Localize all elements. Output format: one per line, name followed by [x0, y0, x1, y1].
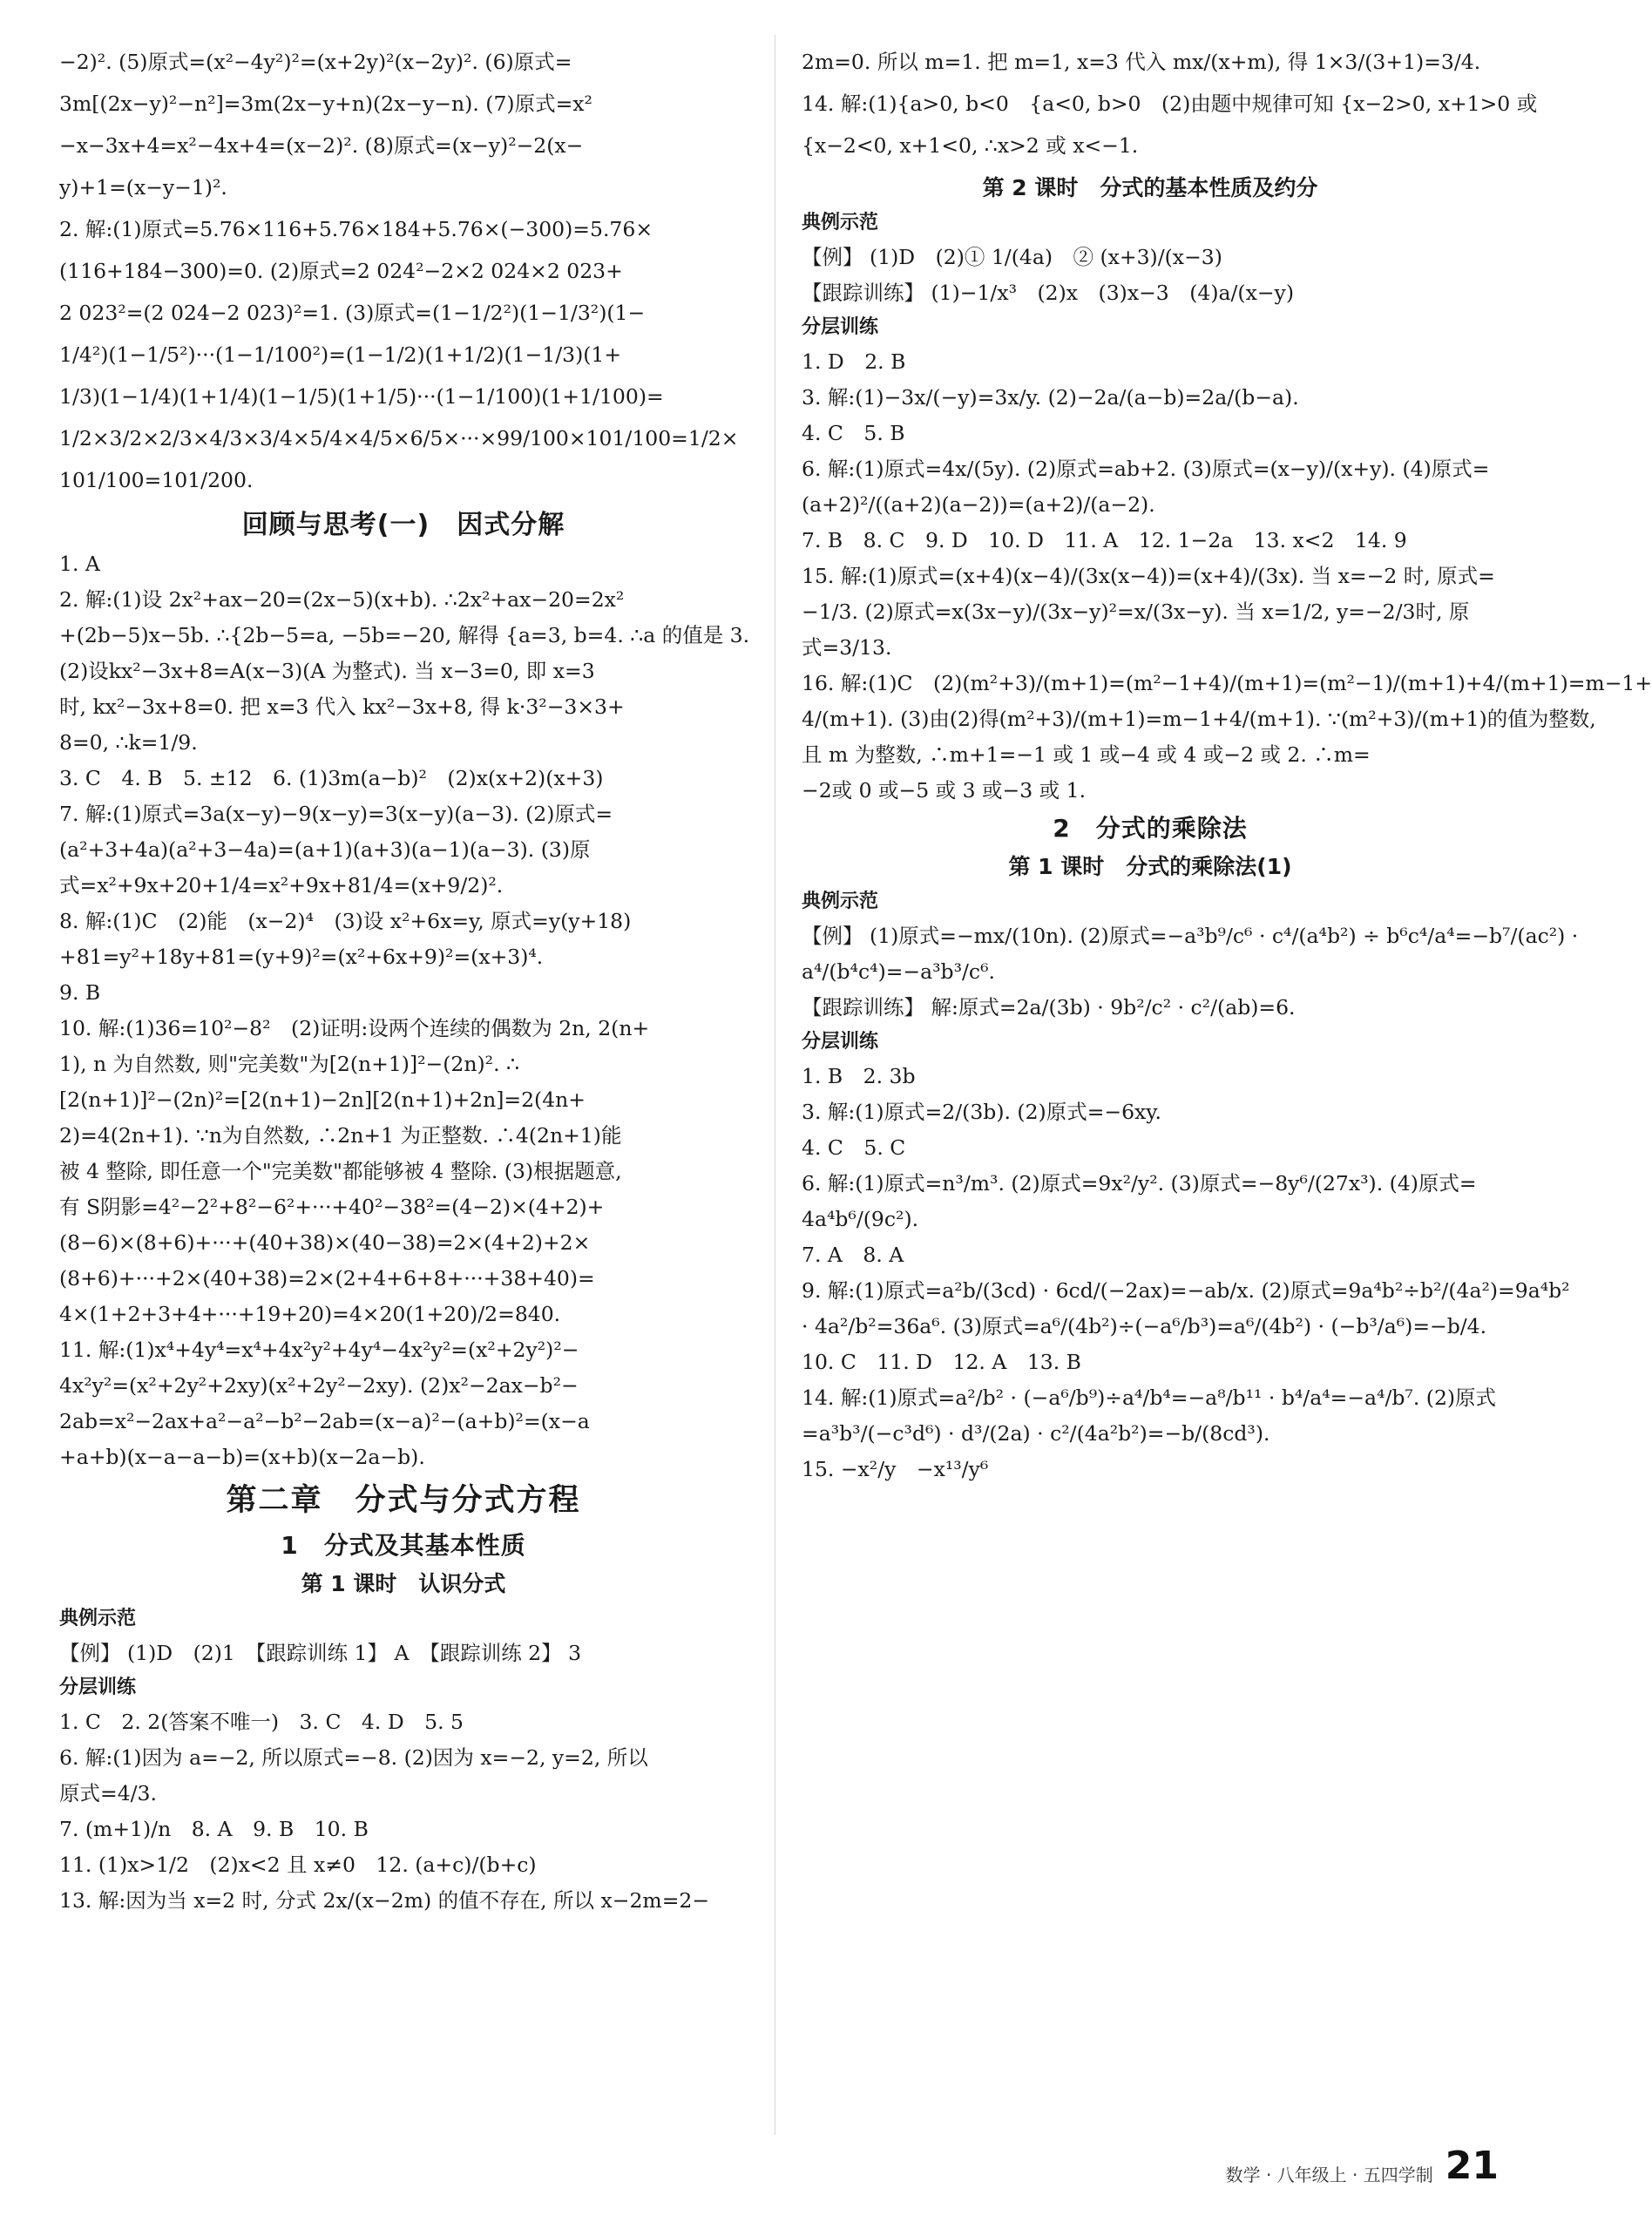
answer-line: 9. B: [59, 980, 101, 1005]
answer-line: 8. 解:(1)C (2)能 (x−2)⁴ (3)设 x²+6x=y, 原式=y(y+18): [59, 909, 632, 933]
answer-line: 3. 解:(1)原式=2/(3b). (2)原式=−6xy.: [802, 1100, 1161, 1124]
answer-line: 2. 解:(1)原式=5.76×116+5.76×184+5.76×(−300)=5.76×: [59, 217, 653, 241]
answer-line: 1. D 2. B: [802, 349, 906, 374]
answer-line: 7. 解:(1)原式=3a(x−y)−9(x−y)=3(x−y)(a−3). (2)原式=: [59, 802, 613, 826]
answer-line: (a+2)²/((a+2)(a−2))=(a+2)/(a−2).: [802, 492, 1155, 517]
practice-label: 分层训练: [802, 1031, 879, 1053]
example-label: 典例示范: [59, 1608, 137, 1629]
answer-line: 7. (m+1)/n 8. A 9. B 10. B: [59, 1817, 369, 1841]
answer-line: (a²+3+4a)(a²+3−4a)=(a+1)(a+3)(a−1)(a−3). (3)原: [59, 837, 591, 862]
review-title: 回顾与思考(一) 因式分解: [241, 510, 565, 540]
answer-line: 6. 解:(1)原式=n³/m³. (2)原式=9x²/y². (3)原式=−8y⁶/(27x³). (4)原式=: [802, 1171, 1477, 1196]
practice-label: 分层训练: [802, 316, 879, 338]
answer-line: 13. 解:因为当 x=2 时, 分式 2x/(x−2m) 的值不存在, 所以 x−2m=2−: [59, 1888, 710, 1913]
page-number: 21: [1445, 2144, 1499, 2188]
answer-line: 11. 解:(1)x⁴+4y⁴=x⁴+4x²y²+4y⁴−4x²y²=(x²+2y²)²−: [59, 1338, 579, 1362]
answer-line: 6. 解:(1)因为 a=−2, 所以原式=−8. (2)因为 x=−2, y=2, 所以: [59, 1745, 648, 1770]
answer-line: 7. A 8. A: [802, 1243, 904, 1267]
answer-line: 4×(1+2+3+4+···+19+20)=4×20(1+20)/2=840.: [59, 1302, 561, 1326]
answer-line: 15. −x²/y −x¹³/y⁶: [802, 1457, 989, 1481]
answer-line: +(2b−5)x−5b. ∴{2b−5=a, −5b=−20, 解得 {a=3, b=4. ∴a 的值是 3.: [59, 623, 750, 647]
answer-line: 4x²y²=(x²+2y²+2xy)(x²+2y²−2xy). (2)x²−2ax−b²−: [59, 1373, 579, 1398]
answer-line: −2)². (5)原式=(x²−4y²)²=(x+2y)²(x−2y)². (6)原式=: [59, 50, 572, 74]
answer-line: 7. B 8. C 9. D 10. D 11. A 12. 1−2a 13. x<2 14. 9: [802, 528, 1407, 552]
answer-line: 式=x²+9x+20+1/4=x²+9x+81/4=(x+9/2)².: [59, 873, 504, 898]
lesson-title: 第 1 课时 认识分式: [301, 1571, 506, 1596]
answer-line: (116+184−300)=0. (2)原式=2 024²−2×2 024×2 023+: [59, 259, 623, 283]
answer-line: 3m[(2x−y)²−n²]=3m(2x−y+n)(2x−y−n). (7)原式=x²: [59, 91, 592, 116]
page-footer: [1226, 2145, 1499, 2187]
answer-line: 1/4²)(1−1/5²)···(1−1/100²)=(1−1/2)(1+1/2)(1−1/3)(1+: [59, 342, 622, 367]
chapter-title: 第二章 分式与分式方程: [226, 1483, 581, 1518]
answer-line: 2 023²=(2 024−2 023)²=1. (3)原式=(1−1/2²)(1−1/3²)(1−: [59, 301, 646, 325]
answer-line: 1), n 为自然数, 则"完美数"为[2(n+1)]²−(2n)². ∴: [59, 1052, 519, 1076]
answer-line: 10. C 11. D 12. A 13. B: [802, 1350, 1081, 1374]
answer-line: 14. 解:(1)原式=a²/b² · (−a⁶/b⁹)÷a⁴/b⁴=−a⁸/b¹¹ · b⁴/a⁴=−a⁴/b⁷. (2)原式: [802, 1385, 1497, 1410]
answer-line: 3. C 4. B 5. ±12 6. (1)3m(a−b)² (2)x(x+2)(x+3): [59, 766, 604, 790]
answer-line: 2)=4(2n+1). ∵n为自然数, ∴2n+1 为正整数. ∴4(2n+1)能: [59, 1123, 622, 1148]
answer-line: 4a⁴b⁶/(9c²).: [802, 1207, 919, 1231]
answer-line: a⁴/(b⁴c⁴)=−a³b³/c⁶.: [802, 959, 995, 984]
left-column: [59, 48, 748, 1922]
answer-line: +a+b)(x−a−a−b)=(x+b)(x−2a−b).: [59, 1445, 425, 1469]
answer-line: 【例】 (1)D (2)① 1/(4a) ② (x+3)/(x−3): [802, 245, 1222, 269]
footer-book-label: 数学 · 八年级上 · 五四学制: [1225, 2164, 1433, 2185]
answer-line: 16. 解:(1)C (2)(m²+3)/(m+1)=(m²−1+4)/(m+1)=(m²−1)/(m+1)+4/(m+1)=m−1+: [802, 671, 1652, 695]
answer-line: −x−3x+4=x²−4x+4=(x−2)². (8)原式=(x−y)²−2(x−: [59, 133, 584, 158]
answer-line: (8−6)×(8+6)+···+(40+38)×(40−38)=2×(4+2)+2×: [59, 1230, 591, 1255]
answer-line: 有 S阴影=4²−2²+8²−6²+···+40²−38²=(4−2)×(4+2)+: [59, 1195, 605, 1219]
answer-line: 15. 解:(1)原式=(x+4)(x−4)/(3x(x−4))=(x+4)/(3x). 当 x=−2 时, 原式=: [802, 564, 1495, 588]
answer-line: 2. 解:(1)设 2x²+ax−20=(2x−5)(x+b). ∴2x²+ax−20=2x²: [59, 587, 625, 612]
answer-line: 10. 解:(1)36=10²−8² (2)证明:设两个连续的偶数为 2n, 2(n+: [59, 1016, 650, 1040]
answer-line: 原式=4/3.: [59, 1781, 157, 1805]
answer-line: 【跟踪训练】 解:原式=2a/(3b) · 9b²/c² · c²/(ab)=6.: [802, 995, 1296, 1020]
lesson-title: 第 2 课时 分式的基本性质及约分: [982, 175, 1318, 200]
answer-line: 1/3)(1−1/4)(1+1/4)(1−1/5)(1+1/5)···(1−1/100)(1+1/100)=: [59, 384, 664, 409]
answer-line: 【跟踪训练】 (1)−1/x³ (2)x (3)x−3 (4)a/(x−y): [802, 281, 1294, 305]
answer-line: 且 m 为整数, ∴m+1=−1 或 1 或−4 或 4 或−2 或 2. ∴m=: [802, 742, 1371, 767]
answer-line: 时, kx²−3x+8=0. 把 x=3 代入 kx²−3x+8, 得 k·3²−3×3+: [59, 694, 625, 719]
answer-line: 6. 解:(1)原式=4x/(5y). (2)原式=ab+2. (3)原式=(x−y)/(x+y). (4)原式=: [802, 457, 1490, 481]
lesson-title: 第 1 课时 分式的乘除法(1): [1008, 854, 1292, 879]
answer-line: 8=0, ∴k=1/9.: [59, 730, 198, 755]
answer-line: y)+1=(x−y−1)².: [59, 175, 227, 200]
answer-line: 式=3/13.: [802, 635, 892, 660]
answer-line: 11. (1)x>1/2 (2)x<2 且 x≠0 12. (a+c)/(b+c): [59, 1853, 537, 1877]
practice-label: 分层训练: [59, 1677, 137, 1698]
answer-line: (2)设kx²−3x+8=A(x−3)(A 为整式). 当 x−3=0, 即 x=3: [59, 659, 595, 683]
answer-line: 101/100=101/200.: [59, 468, 254, 492]
answer-line: 4. C 5. C: [802, 1135, 906, 1160]
answer-line: 4. C 5. B: [802, 421, 905, 445]
answer-line: {x−2<0, x+1<0, ∴x>2 或 x<−1.: [802, 133, 1139, 158]
answer-line: (8+6)+···+2×(40+38)=2×(2+4+6+8+···+38+40)=: [59, 1266, 595, 1291]
section-title: 2 分式的乘除法: [1053, 814, 1248, 843]
answer-line: 【例】 (1)D (2)1 【跟踪训练 1】 A 【跟踪训练 2】 3: [59, 1641, 582, 1665]
answer-line: 1. B 2. 3b: [802, 1064, 916, 1088]
answer-line: +81=y²+18y+81=(y+9)²=(x²+6x+9)²=(x+3)⁴.: [59, 945, 544, 969]
section-title: 1 分式及其基本性质: [281, 1531, 526, 1560]
answer-line: 【例】 (1)原式=−mx/(10n). (2)原式=−a³b⁹/c⁶ · c⁴/(a⁴b²) ÷ b⁶c⁴/a⁴=−b⁷/(ac²) ·: [802, 924, 1579, 948]
answer-line: 被 4 整除, 即任意一个"完美数"都能够被 4 整除. (3)根据题意,: [59, 1159, 622, 1183]
right-column: [802, 48, 1652, 1491]
answer-line: 9. 解:(1)原式=a²b/(3cd) · 6cd/(−2ax)=−ab/x. (2)原式=9a⁴b²÷b²/(4a²)=9a⁴b²: [802, 1278, 1570, 1303]
answer-line: 2m=0. 所以 m=1. 把 m=1, x=3 代入 mx/(x+m), 得 1×3/(3+1)=3/4.: [802, 50, 1481, 74]
answer-line: [2(n+1)]²−(2n)²=[2(n+1)−2n][2(n+1)+2n]=2(4n+: [59, 1087, 586, 1112]
answer-line: 4/(m+1). (3)由(2)得(m²+3)/(m+1)=m−1+4/(m+1). ∵(m²+3)/(m+1)的值为整数,: [802, 707, 1596, 731]
answer-line: 2ab=x²−2ax+a²−a²−b²−2ab=(x−a)²−(a+b)²=(x−a: [59, 1409, 590, 1433]
answer-line: −1/3. (2)原式=x(3x−y)/(3x−y)²=x/(3x−y). 当 x=1/2, y=−2/3时, 原: [802, 600, 1470, 624]
answer-line: 1. A: [59, 552, 100, 576]
answer-line: 14. 解:(1){a>0, b<0 {a<0, b>0 (2)由题中规律可知 {x−2>0, x+1>0 或: [802, 91, 1538, 116]
answer-line: =a³b³/(−c³d⁶) · d³/(2a) · c²/(4a²b²)=−b/(8cd³).: [802, 1421, 1270, 1446]
answer-line: −2或 0 或−5 或 3 或−3 或 1.: [802, 778, 1087, 803]
answer-line: · 4a²/b²=36a⁶. (3)原式=a⁶/(4b²)÷(−a⁶/b³)=a⁶/(4b²) · (−b³/a⁶)=−b/4.: [802, 1314, 1487, 1338]
answer-line: 1. C 2. 2(答案不唯一) 3. C 4. D 5. 5: [59, 1710, 464, 1734]
example-label: 典例示范: [802, 212, 879, 234]
answer-line: 3. 解:(1)−3x/(−y)=3x/y. (2)−2a/(a−b)=2a/(b−a).: [802, 385, 1299, 410]
answer-line: 1/2×3/2×2/3×4/3×3/4×5/4×4/5×6/5×···×99/100×101/100=1/2×: [59, 426, 739, 450]
example-label: 典例示范: [802, 891, 879, 912]
